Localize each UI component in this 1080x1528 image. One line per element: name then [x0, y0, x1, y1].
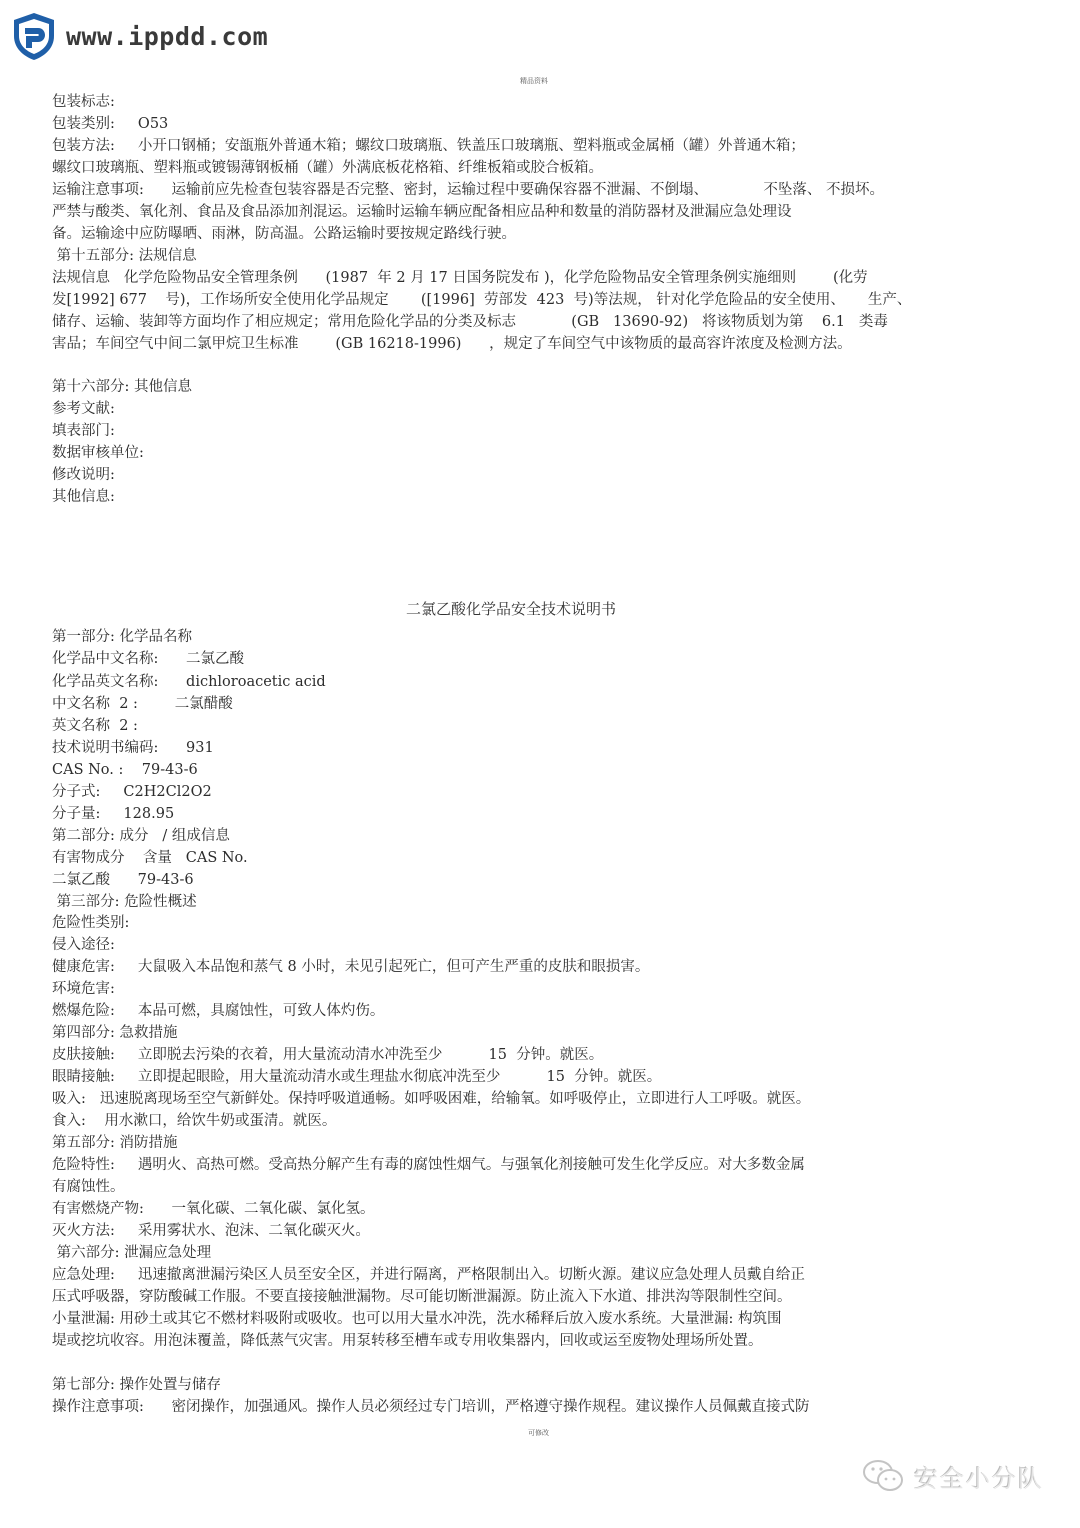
text-line: 包装方法: 小开口钢桶；安瓿瓶外普通木箱；螺纹口玻璃瓶、铁盖压口玻璃瓶、塑料瓶或金属桶（罐）外普通木箱；: [52, 138, 805, 154]
section-heading: 第六部分: 泄漏应急处理: [52, 1245, 212, 1261]
section-heading: 第十六部分: 其他信息: [52, 379, 192, 395]
text-line: 包装类别: O53: [52, 116, 169, 132]
text-line: 包装标志:: [52, 94, 115, 110]
text-line: 数据审核单位:: [52, 445, 144, 461]
section-heading: 第一部分: 化学品名称: [52, 629, 192, 645]
text-line: 有害燃烧产物: 一氧化碳、二氧化碳、氯化氢。: [52, 1201, 375, 1217]
text-line: 压式呼吸器，穿防酸碱工作服。不要直接接触泄漏物。尽可能切断泄漏源。防止流入下水道、排洪沟等限制性空间。: [52, 1289, 792, 1305]
text-line: 侵入途径:: [52, 937, 115, 953]
text-line: 小量泄漏: 用砂土或其它不燃材料吸附或吸收。也可以用大量水冲洗，洗水稀释后放入废水系统。大量泄漏: 构筑围: [52, 1311, 782, 1327]
text-line: 参考文献:: [52, 401, 115, 417]
text-line: 有腐蚀性。: [52, 1179, 125, 1195]
page-header-tag: 精品资料: [520, 77, 548, 85]
text-line: 技术说明书编码: 931: [52, 740, 214, 756]
text-line: 食入: 用水漱口，给饮牛奶或蛋清。就医。: [52, 1113, 337, 1129]
document-title: 二氯乙酸化学品安全技术说明书: [406, 600, 617, 618]
text-line: CAS No. : 79-43-6: [52, 762, 198, 778]
text-line: 健康危害: 大鼠吸入本品饱和蒸气 8 小时，未见引起死亡，但可产生严重的皮肤和眼损害。: [52, 959, 650, 975]
text-line: 发[1992] 677 号)，工作场所安全使用化学品规定 ([1996] 劳部发 423 号)等法规， 针对化学危险品的安全使用、 生产、: [52, 292, 912, 308]
text-line: 储存、运输、装卸等方面均作了相应规定；常用危险化学品的分类及标志 (GB 13690-92) 将该物质划为第 6.1 类毒: [52, 314, 888, 330]
text-line: 堤或挖坑收容。用泡沫覆盖，降低蒸气灾害。用泵转移至槽车或专用收集器内，回收或运至废物处理场所处置。: [52, 1333, 763, 1349]
text-line: 危险特性: 遇明火、高热可燃。受高热分解产生有毒的腐蚀性烟气。与强氧化剂接触可发生化学反应。对大多数金属: [52, 1157, 805, 1173]
text-line: 操作注意事项: 密闭操作，加强通风。操作人员必须经过专门培训，严格遵守操作规程。建议操作人员佩戴直接式防: [52, 1399, 810, 1415]
page-footer-tag: 可修改: [528, 1429, 549, 1437]
text-line: 有害物成分 含量 CAS No.: [52, 850, 248, 866]
section-heading: 第十五部分: 法规信息: [52, 248, 197, 264]
text-line: 其他信息:: [52, 489, 115, 505]
text-line: 害品；车间空气中间二氯甲烷卫生标准 (GB 16218-1996) ，规定了车间空气中该物质的最高容许浓度及检测方法。: [52, 336, 852, 352]
text-line: 英文名称 2 :: [52, 718, 138, 734]
text-line: 灭火方法: 采用雾状水、泡沫、二氧化碳灭火。: [52, 1223, 370, 1239]
wechat-icon: [862, 1458, 906, 1494]
text-line: 备。运输途中应防曝晒、雨淋，防高温。公路运输时要按规定路线行驶。: [52, 226, 516, 242]
text-line: 运输注意事项: 运输前应先检查包装容器是否完整、密封，运输过程中要确保容器不泄漏、不倒塌、 不坠落、 不损坏。: [52, 182, 884, 198]
section-heading: 第二部分: 成分 / 组成信息: [52, 828, 230, 844]
site-logo[interactable]: [8, 10, 268, 62]
text-line: 二氯乙酸 79-43-6: [52, 872, 194, 888]
text-line: 修改说明:: [52, 467, 115, 483]
text-line: 危险性类别:: [52, 915, 130, 931]
section-heading: 第四部分: 急救措施: [52, 1025, 178, 1041]
site-url[interactable]: www.ippdd.com: [66, 21, 269, 51]
shield-p-icon: [8, 10, 60, 62]
text-line: 化学品英文名称: dichloroacetic acid: [52, 674, 326, 690]
text-line: 分子量: 128.95: [52, 806, 175, 822]
section-heading: 第五部分: 消防措施: [52, 1135, 178, 1151]
text-line: 应急处理: 迅速撤离泄漏污染区人员至安全区，并进行隔离，严格限制出入。切断火源。建议应急处理人员戴自给正: [52, 1267, 805, 1283]
text-line: 化学品中文名称: 二氯乙酸: [52, 651, 245, 667]
watermark-text: 安全小分队: [914, 1464, 1044, 1493]
text-line: 填表部门:: [52, 423, 115, 439]
text-line: 吸入: 迅速脱离现场至空气新鲜处。保持呼吸道通畅。如呼吸困难，给输氧。如呼吸停止，立即进行人工呼吸。就医。: [52, 1091, 811, 1107]
text-line: 法规信息 化学危险物品安全管理条例 (1987 年 2 月 17 日国务院发布 )，化学危险物品安全管理条例实施细则 (化劳: [52, 270, 868, 286]
text-line: 皮肤接触: 立即脱去污染的衣着，用大量流动清水冲洗至少 15 分钟。就医。: [52, 1047, 604, 1063]
section-heading: 第三部分: 危险性概述: [52, 894, 197, 910]
text-line: 燃爆危险: 本品可燃，具腐蚀性，可致人体灼伤。: [52, 1003, 385, 1019]
text-line: 中文名称 2 : 二氯醋酸: [52, 696, 233, 712]
text-line: 环境危害:: [52, 981, 115, 997]
section-heading: 第七部分: 操作处置与储存: [52, 1377, 221, 1393]
watermark: [862, 1458, 1044, 1494]
text-line: 螺纹口玻璃瓶、塑料瓶或镀锡薄钢板桶（罐）外满底板花格箱、纤维板箱或胶合板箱。: [52, 160, 603, 176]
text-line: 分子式: C2H2Cl2O2: [52, 784, 212, 800]
text-line: 眼睛接触: 立即提起眼睑，用大量流动清水或生理盐水彻底冲洗至少 15 分钟。就医。: [52, 1069, 662, 1085]
text-line: 严禁与酸类、氧化剂、食品及食品添加剂混运。运输时运输车辆应配备相应品种和数量的消防器材及泄漏应急处理设: [52, 204, 792, 220]
